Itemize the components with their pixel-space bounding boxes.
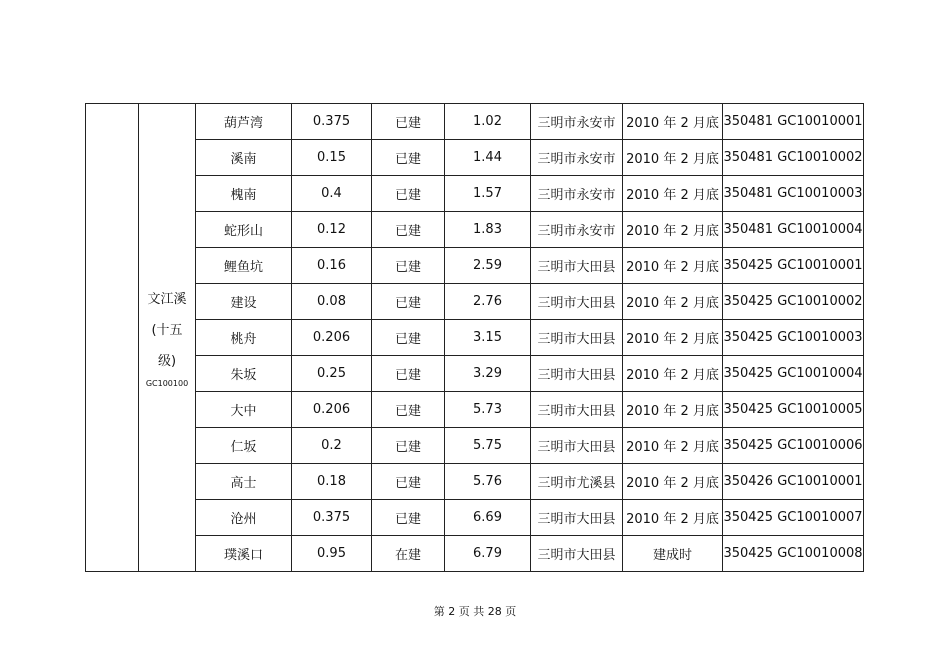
distance-cell: 5.75 <box>445 428 531 464</box>
status-cell: 在建 <box>372 536 445 572</box>
station-name-cell: 璞溪口 <box>196 536 292 572</box>
table-row <box>86 500 864 536</box>
code-cell: 350425 GC10010005 <box>723 392 864 428</box>
table-row <box>86 212 864 248</box>
code-cell: 350425 GC10010006 <box>723 428 864 464</box>
station-name-cell: 大中 <box>196 392 292 428</box>
status-cell: 已建 <box>372 176 445 212</box>
distance-cell: 6.69 <box>445 500 531 536</box>
distance-cell: 3.15 <box>445 320 531 356</box>
table-row <box>86 356 864 392</box>
distance-cell: 1.83 <box>445 212 531 248</box>
date-cell: 2010 年 2 月底 <box>623 248 723 284</box>
status-cell: 已建 <box>372 140 445 176</box>
table-row <box>86 392 864 428</box>
capacity-cell: 0.206 <box>292 392 372 428</box>
capacity-cell: 0.12 <box>292 212 372 248</box>
date-cell: 2010 年 2 月底 <box>623 104 723 140</box>
table-row <box>86 428 864 464</box>
station-name-cell: 溪南 <box>196 140 292 176</box>
table-row <box>86 284 864 320</box>
distance-cell: 2.59 <box>445 248 531 284</box>
status-cell: 已建 <box>372 392 445 428</box>
location-cell: 三明市永安市 <box>531 104 623 140</box>
location-cell: 三明市大田县 <box>531 500 623 536</box>
code-cell: 350425 GC10010004 <box>723 356 864 392</box>
table-row <box>86 248 864 284</box>
location-cell: 三明市尤溪县 <box>531 464 623 500</box>
station-name-cell: 蛇形山 <box>196 212 292 248</box>
distance-cell: 6.79 <box>445 536 531 572</box>
station-name-cell: 高士 <box>196 464 292 500</box>
station-name-cell: 槐南 <box>196 176 292 212</box>
date-cell: 2010 年 2 月底 <box>623 392 723 428</box>
location-cell: 三明市大田县 <box>531 356 623 392</box>
date-cell: 建成时 <box>623 536 723 572</box>
station-name-cell: 鲤鱼坑 <box>196 248 292 284</box>
location-cell: 三明市大田县 <box>531 536 623 572</box>
date-cell: 2010 年 2 月底 <box>623 464 723 500</box>
distance-cell: 1.57 <box>445 176 531 212</box>
status-cell: 已建 <box>372 500 445 536</box>
date-cell: 2010 年 2 月底 <box>623 500 723 536</box>
date-cell: 2010 年 2 月底 <box>623 176 723 212</box>
distance-cell: 3.29 <box>445 356 531 392</box>
table-row <box>86 104 864 140</box>
table-row <box>86 536 864 572</box>
location-cell: 三明市大田县 <box>531 428 623 464</box>
capacity-cell: 0.206 <box>292 320 372 356</box>
status-cell: 已建 <box>372 428 445 464</box>
status-cell: 已建 <box>372 464 445 500</box>
capacity-cell: 0.95 <box>292 536 372 572</box>
station-name-cell: 仁坂 <box>196 428 292 464</box>
capacity-cell: 0.375 <box>292 500 372 536</box>
distance-cell: 1.44 <box>445 140 531 176</box>
status-cell: 已建 <box>372 284 445 320</box>
location-cell: 三明市大田县 <box>531 392 623 428</box>
station-name-cell: 建设 <box>196 284 292 320</box>
section-name: 文江溪 <box>147 292 187 307</box>
location-cell: 三明市永安市 <box>531 212 623 248</box>
code-cell: 350425 GC10010001 <box>723 248 864 284</box>
location-cell: 三明市大田县 <box>531 248 623 284</box>
location-cell: 三明市永安市 <box>531 176 623 212</box>
table-body <box>86 104 864 572</box>
category-cell <box>86 104 139 572</box>
capacity-cell: 0.4 <box>292 176 372 212</box>
date-cell: 2010 年 2 月底 <box>623 356 723 392</box>
code-cell: 350481 GC10010001 <box>723 104 864 140</box>
status-cell: 已建 <box>372 104 445 140</box>
station-name-cell: 朱坂 <box>196 356 292 392</box>
status-cell: 已建 <box>372 356 445 392</box>
distance-cell: 5.73 <box>445 392 531 428</box>
status-cell: 已建 <box>372 248 445 284</box>
table-row <box>86 464 864 500</box>
table-row <box>86 140 864 176</box>
distance-cell: 1.02 <box>445 104 531 140</box>
location-cell: 三明市永安市 <box>531 140 623 176</box>
code-cell: 350425 GC10010008 <box>723 536 864 572</box>
capacity-cell: 0.08 <box>292 284 372 320</box>
code-cell: 350481 GC10010002 <box>723 140 864 176</box>
station-name-cell: 沧州 <box>196 500 292 536</box>
code-cell: 350426 GC10010001 <box>723 464 864 500</box>
station-name-cell: 葫芦湾 <box>196 104 292 140</box>
capacity-cell: 0.2 <box>292 428 372 464</box>
capacity-cell: 0.375 <box>292 104 372 140</box>
date-cell: 2010 年 2 月底 <box>623 212 723 248</box>
location-cell: 三明市大田县 <box>531 284 623 320</box>
date-cell: 2010 年 2 月底 <box>623 320 723 356</box>
capacity-cell: 0.15 <box>292 140 372 176</box>
station-name-cell: 桃舟 <box>196 320 292 356</box>
code-cell: 350481 GC10010003 <box>723 176 864 212</box>
capacity-cell: 0.16 <box>292 248 372 284</box>
distance-cell: 2.76 <box>445 284 531 320</box>
section-cell <box>139 104 196 572</box>
table-row <box>86 320 864 356</box>
distance-cell: 5.76 <box>445 464 531 500</box>
hydropower-table <box>85 103 864 572</box>
code-cell: 350425 GC10010007 <box>723 500 864 536</box>
status-cell: 已建 <box>372 212 445 248</box>
code-cell: 350425 GC10010003 <box>723 320 864 356</box>
code-cell: 350425 GC10010002 <box>723 284 864 320</box>
capacity-cell: 0.18 <box>292 464 372 500</box>
date-cell: 2010 年 2 月底 <box>623 428 723 464</box>
date-cell: 2010 年 2 月底 <box>623 140 723 176</box>
section-code: GC100100 <box>145 379 189 388</box>
location-cell: 三明市大田县 <box>531 320 623 356</box>
capacity-cell: 0.25 <box>292 356 372 392</box>
table-row <box>86 176 864 212</box>
section-level-close: 级) <box>157 354 177 369</box>
date-cell: 2010 年 2 月底 <box>623 284 723 320</box>
page-footer: 第 2 页 共 28 页 <box>433 605 517 618</box>
status-cell: 已建 <box>372 320 445 356</box>
section-level-open: (十五 <box>151 323 183 338</box>
code-cell: 350481 GC10010004 <box>723 212 864 248</box>
